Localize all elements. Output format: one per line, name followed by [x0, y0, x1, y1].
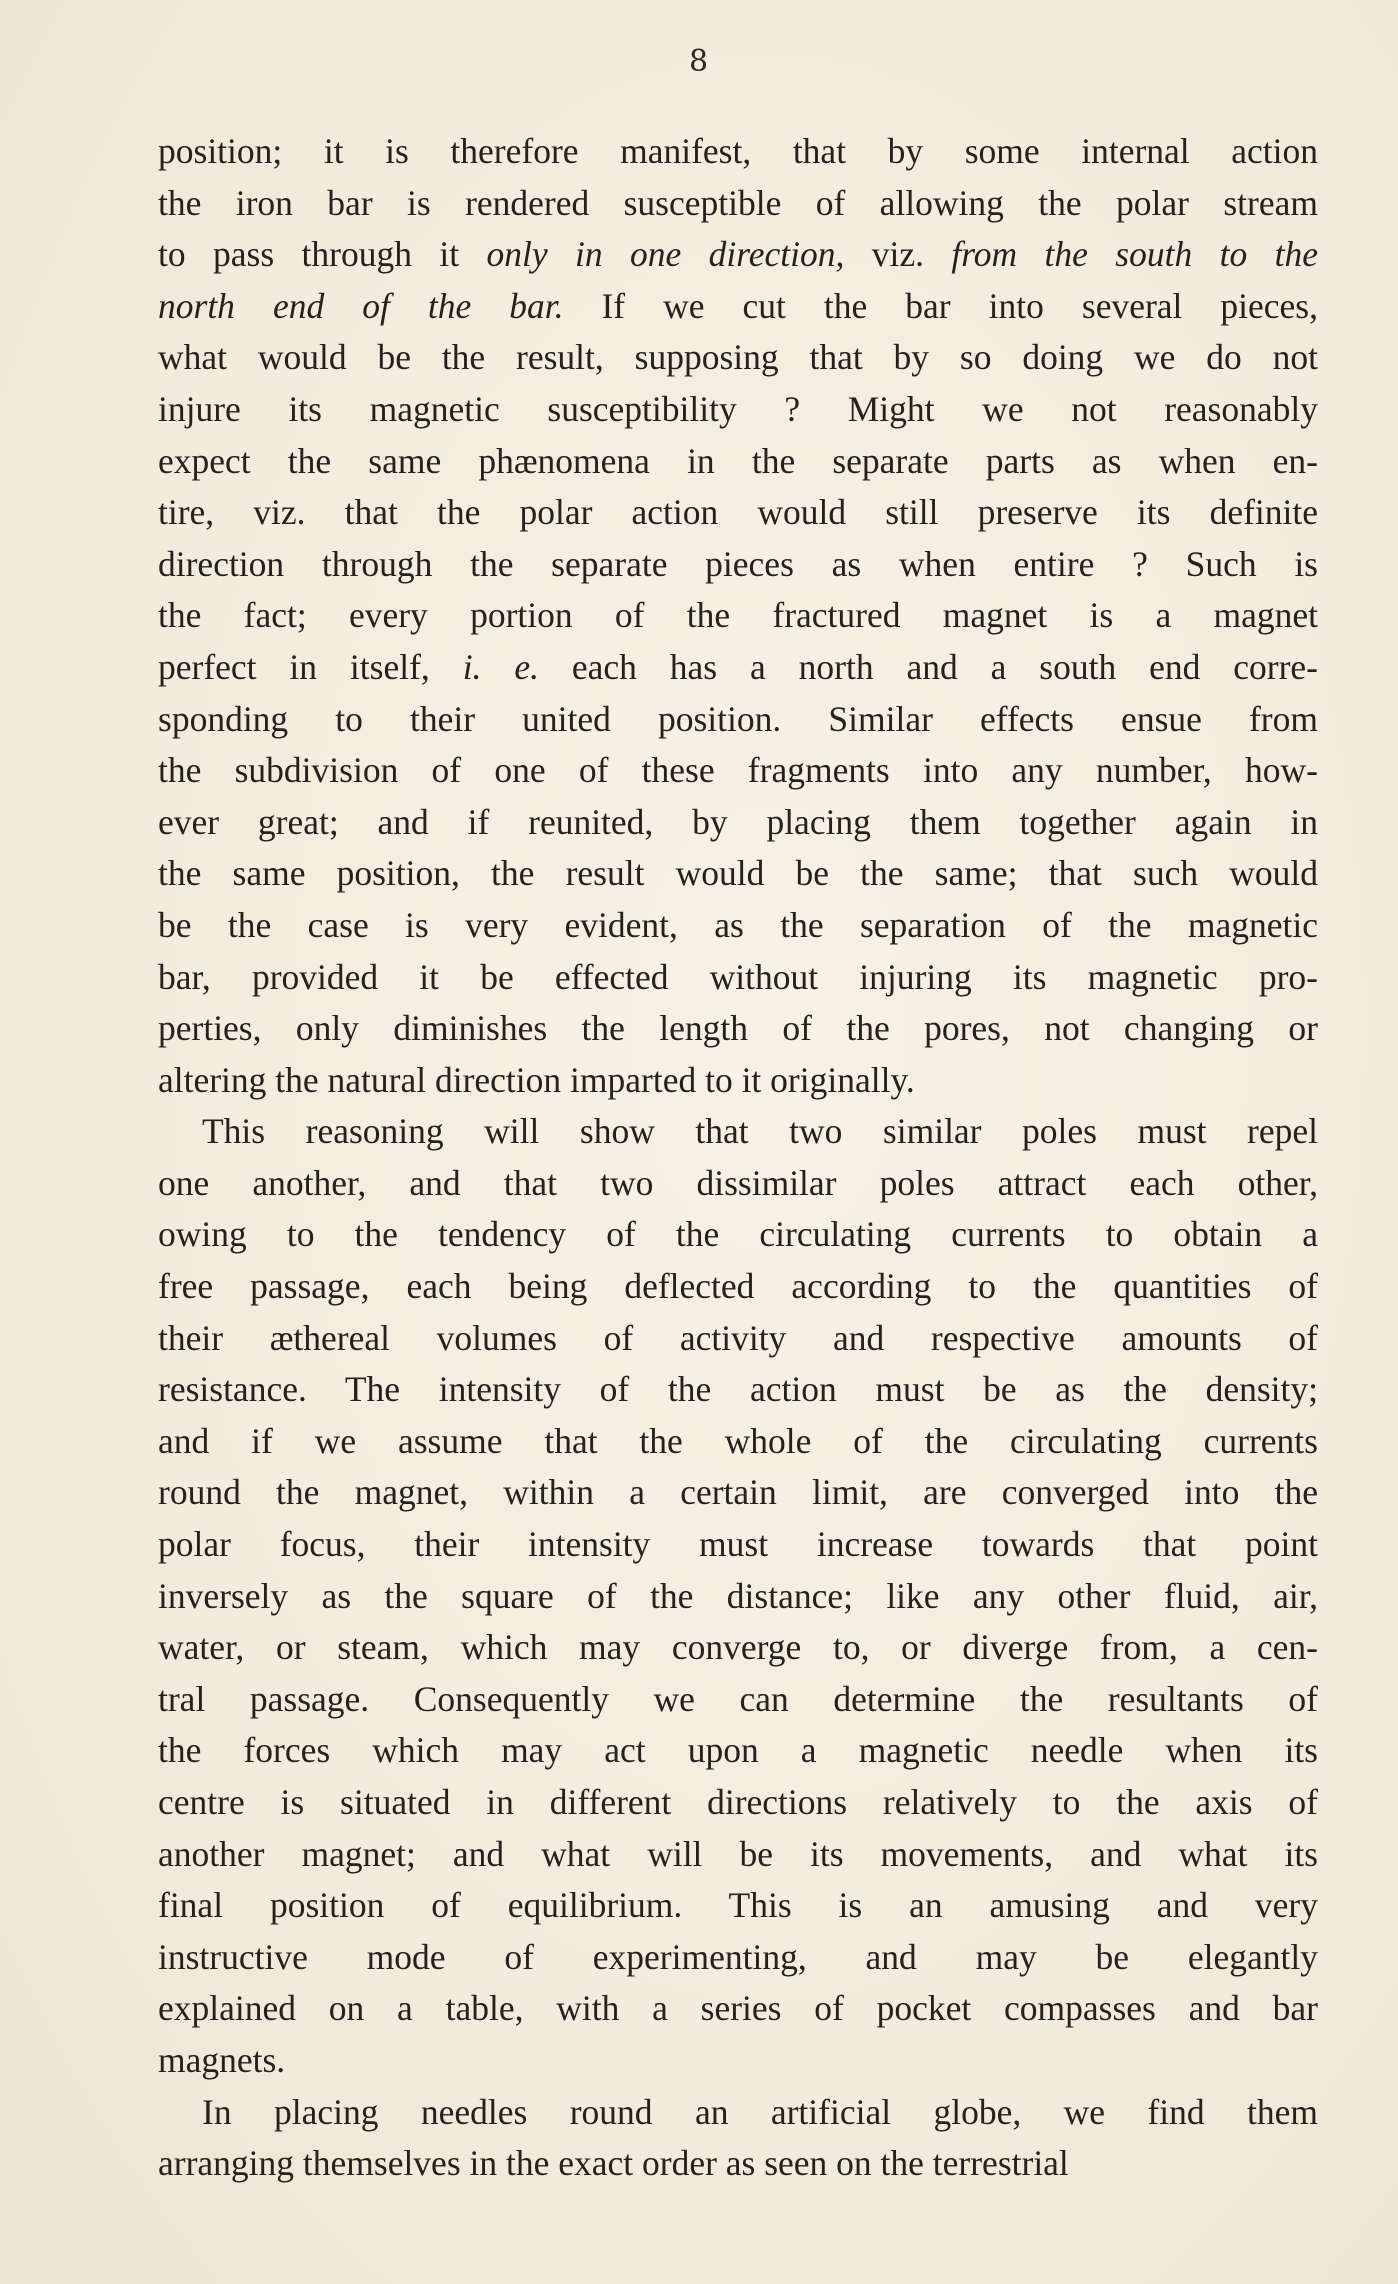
text-run: bar, provided it be effected without injuring its magnetic pro- — [158, 956, 1318, 997]
paragraph-p2 — [158, 1106, 1318, 2086]
text-line — [158, 229, 1318, 281]
paragraph-p3 — [158, 2087, 1318, 2190]
text-line — [158, 1622, 1318, 1674]
text-run: inversely as the square of the distance; like any other fluid, air, — [158, 1575, 1318, 1616]
text-line — [158, 2035, 1318, 2087]
text-run: This reasoning will show that two similar poles must repel — [202, 1111, 1318, 1152]
text-line — [158, 281, 1318, 333]
text-run: arranging themselves in the exact order as seen on the terrestrial — [158, 2143, 1069, 2184]
text-run: resistance. The intensity of the action must be as the density; — [158, 1369, 1318, 1410]
text-run: their æthereal volumes of activity and respective amounts of — [158, 1317, 1318, 1358]
text-run: instructive mode of experimenting, and may be elegantly — [158, 1936, 1318, 1977]
text-run: each has a north and a south end corre- — [538, 646, 1318, 687]
text-run: ever great; and if reunited, by placing them together again in — [158, 801, 1318, 842]
text-line — [158, 1003, 1318, 1055]
text-run: tire, viz. that the polar action would still preserve its definite — [158, 492, 1318, 533]
text-line — [158, 590, 1318, 642]
text-run: injure its magnetic susceptibility ? Might we not reasonably — [158, 388, 1318, 429]
text-run: final position of equilibrium. This is an amusing and very — [158, 1885, 1318, 1926]
text-line — [158, 952, 1318, 1004]
text-line — [158, 126, 1318, 178]
text-run: the forces which may act upon a magnetic needle when its — [158, 1730, 1318, 1771]
text-line — [158, 694, 1318, 746]
text-line — [158, 1725, 1318, 1777]
text-run: another magnet; and what will be its movements, and what its — [158, 1833, 1318, 1874]
text-line — [158, 1261, 1318, 1313]
text-run: perties, only diminishes the length of the pores, not changing or — [158, 1008, 1318, 1049]
text-run: what would be the result, supposing that by so doing we do not — [158, 337, 1318, 378]
text-line — [158, 642, 1318, 694]
page-number: 8 — [688, 44, 710, 79]
text-line — [158, 1880, 1318, 1932]
italic-text: only in one direction, — [486, 234, 845, 275]
text-run: expect the same phænomena in the separate parts as when en- — [158, 440, 1318, 481]
text-run: round the magnet, within a certain limit, are converged into the — [158, 1472, 1318, 1513]
text-run: one another, and that two dissimilar poles attract each other, — [158, 1162, 1318, 1203]
text-line — [158, 745, 1318, 797]
text-line — [158, 1983, 1318, 2035]
text-line — [158, 1519, 1318, 1571]
text-line — [158, 1416, 1318, 1468]
italic-text: i. e. — [462, 646, 539, 687]
text-run: centre is situated in different directions relatively to the axis of — [158, 1782, 1318, 1822]
text-line — [158, 848, 1318, 900]
text-run: the subdivision of one of these fragments into any number, how- — [158, 750, 1318, 791]
italic-text: north end of the bar. — [158, 285, 564, 326]
text-run: free passage, each being deflected according to the quantities of — [158, 1266, 1318, 1307]
text-run: to pass through it — [158, 234, 487, 275]
text-line — [158, 1571, 1318, 1623]
text-run: water, or steam, which may converge to, or diverge from, a cen- — [158, 1627, 1318, 1668]
text-run: the iron bar is rendered susceptible of allowing the polar stream — [158, 182, 1318, 223]
text-run: viz. — [844, 234, 952, 275]
text-run: perfect in itself, — [158, 646, 463, 687]
text-run: magnets. — [158, 2039, 286, 2080]
text-line — [158, 1777, 1318, 1829]
text-line — [158, 1932, 1318, 1984]
text-line — [158, 1158, 1318, 1210]
italic-text: from the south to the — [951, 234, 1318, 275]
text-run: the fact; every portion of the fractured magnet is a magnet — [158, 595, 1318, 636]
text-run: polar focus, their intensity must increase towards that point — [158, 1524, 1318, 1565]
text-run: the same position, the result would be the same; that such would — [158, 853, 1318, 894]
text-run: sponding to their united position. Similar effects ensue from — [158, 698, 1318, 739]
text-run: In placing needles round an artificial globe, we find them — [202, 2091, 1318, 2132]
text-line — [158, 384, 1318, 436]
text-line — [158, 1106, 1318, 1158]
text-line — [158, 332, 1318, 384]
text-line — [158, 1364, 1318, 1416]
text-line — [158, 487, 1318, 539]
text-line — [158, 1829, 1318, 1881]
text-line — [158, 178, 1318, 230]
text-line — [158, 1674, 1318, 1726]
text-line — [158, 797, 1318, 849]
text-run: owing to the tendency of the circulating currents to obtain a — [158, 1214, 1318, 1255]
text-line — [158, 1055, 1318, 1107]
paragraph-p1 — [158, 126, 1318, 1106]
text-line — [158, 2138, 1318, 2190]
text-line — [158, 2087, 1318, 2139]
body-text — [158, 126, 1318, 2190]
text-run: tral passage. Consequently we can determine the resultants of — [158, 1678, 1318, 1719]
text-run: position; it is therefore manifest, that by some internal action — [158, 131, 1318, 171]
text-run: be the case is very evident, as the separation of the magnetic — [158, 904, 1318, 945]
text-line — [158, 1209, 1318, 1261]
text-run: direction through the separate pieces as when entire ? Such is — [158, 543, 1318, 584]
text-line — [158, 900, 1318, 952]
text-line — [158, 1313, 1318, 1365]
text-run: and if we assume that the whole of the circulating currents — [158, 1420, 1318, 1461]
text-run: altering the natural direction imparted to it originally. — [158, 1059, 915, 1100]
text-run: explained on a table, with a series of pocket compasses and bar — [158, 1988, 1318, 2029]
text-run: If we cut the bar into several pieces, — [563, 285, 1318, 326]
text-line — [158, 539, 1318, 591]
text-line — [158, 436, 1318, 488]
text-line — [158, 1467, 1318, 1519]
